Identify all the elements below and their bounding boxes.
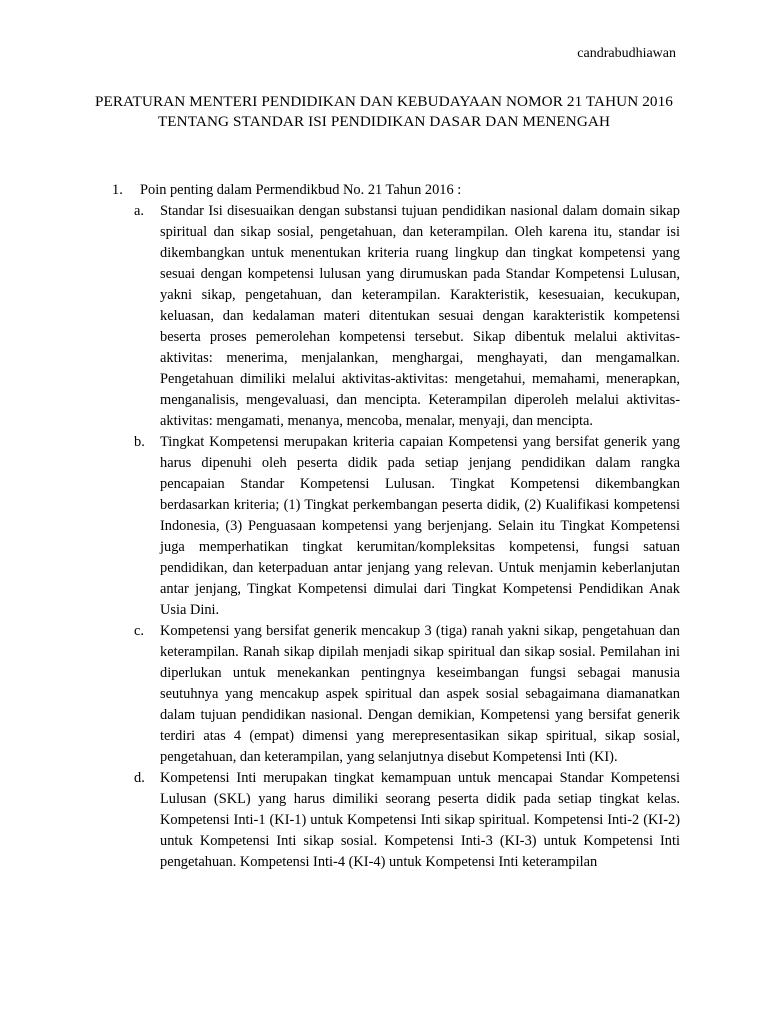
numbered-list	[112, 180, 678, 200]
sublist-letter: d.	[134, 770, 145, 786]
sublist-text: Kompetensi yang bersifat generik mencakup 3 (tiga) ranah yakni sikap, pengetahuan dan keterampilan. Ranah sikap dipilah menjadi sikap spiritual dan sikap sosial. Pemilahan ini diperlukan untuk menekankan pentingnya keseimbangan fungsi sebagai manusia seutuhnya yang mencakup aspek spiritual dan aspek sosial sebagaimana diamanatkan dalam tujuan pendidikan nasional. Dengan demikian, Kompetensi yang bersifat generik terdiri atas 4 (empat) dimensi yang merepresentasikan sikap spiritual, sikap sosial, pengetahuan, dan keterampilan, yang selanjutnya disebut Kompetensi Inti (KI).	[160, 623, 680, 765]
title-line-2: TENTANG STANDAR ISI PENDIDIKAN DASAR DAN MENENGAH	[157, 113, 611, 130]
sublist-text: Tingkat Kompetensi merupakan kriteria capaian Kompetensi yang bersifat generik yang harus dipenuhi oleh peserta didik pada setiap jenjang pendidikan dalam rangka pencapaian Standar Kompetensi Lulusan. Tingkat Kompetensi dikembangkan berdasarkan kriteria; (1) Tingkat perkembangan peserta didik, (2) Kualifikasi kompetensi Indonesia, (3) Penguasaan kompetensi yang berjenjang. Selain itu Tingkat Kompetensi juga memperhatikan tingkat kerumitan/kompleksitas kompetensi, fungsi satuan pendidikan, dan keterpaduan antar jenjang yang relevan. Untuk menjamin keberlanjutan antar jenjang, Tingkat Kompetensi dimulai dari Tingkat Kompetensi Pendidikan Anak Usia Dini.	[160, 434, 680, 618]
sublist-text: Kompetensi Inti merupakan tingkat kemampuan untuk mencapai Standar Kompetensi Lulusan (SKL) yang harus dimiliki seorang peserta didik pada setiap tingkat kelas. Kompetensi Inti-1 (KI-1) untuk Kompetensi Inti sikap spiritual. Kompetensi Inti-2 (KI-2) untuk Kompetensi Inti sikap sosial. Kompetensi Inti-3 (KI-3) untuk Kompetensi Inti pengetahuan. Kompetensi Inti-4 (KI-4) untuk Kompetensi Inti keterampilan	[160, 770, 680, 870]
sublist-letter: a.	[134, 203, 144, 219]
title-line-1: PERATURAN MENTERI PENDIDIKAN DAN KEBUDAYAAN NOMOR 21 TAHUN 2016	[95, 93, 673, 110]
list-item-1	[112, 180, 678, 200]
document-title	[0, 92, 768, 132]
list-item-text: Poin penting dalam Permendikbud No. 21 Tahun 2016 :	[140, 182, 462, 198]
sublist-item-a	[134, 201, 680, 432]
lettered-sublist	[134, 201, 680, 873]
list-number: 1.	[112, 182, 123, 198]
sublist-item-d	[134, 768, 680, 873]
sublist-item-c	[134, 621, 680, 768]
sublist-item-b	[134, 432, 680, 621]
sublist-letter: c.	[134, 623, 144, 639]
sublist-text: Standar Isi disesuaikan dengan substansi tujuan pendidikan nasional dalam domain sikap spiritual dan sikap sosial, pengetahuan, dan keterampilan. Oleh karena itu, standar isi dikembangkan untuk menentukan kriteria ruang lingkup dan tingkat kompetensi yang sesuai dengan kompetensi lulusan yang dirumuskan pada Standar Kompetensi Lulusan, yakni sikap, pengetahuan, dan keterampilan. Karakteristik, kesesuaian, kecukupan, keluasan, dan kedalaman materi ditentukan sesuai dengan karakteristik kompetensi beserta proses pemerolehan kompetensi tersebut. Sikap dibentuk melalui aktivitas-aktivitas: menerima, menjalankan, menghargai, menghayati, dan mengamalkan. Pengetahuan dimiliki melalui aktivitas-aktivitas: mengetahui, memahami, menerapkan, menganalisis, mengevaluasi, dan mencipta. Keterampilan diperoleh melalui aktivitas-aktivitas: mengamati, menanya, mencoba, menalar, menyaji, dan mencipta.	[160, 203, 680, 429]
sublist-letter: b.	[134, 434, 145, 450]
header-author: candrabudhiawan	[577, 46, 676, 61]
